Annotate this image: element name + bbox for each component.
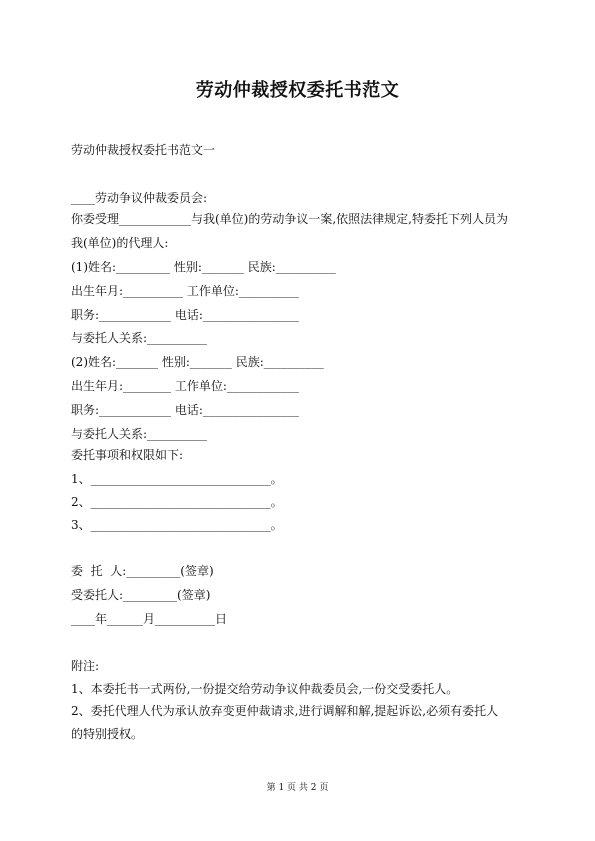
principal-signature-line: 委 托 人:_________(签章) <box>71 564 214 578</box>
addressee-line: ____劳动争议仲裁委员会: <box>71 191 208 205</box>
authority-item-1: 1、______________________________。 <box>71 472 283 486</box>
note-2: 2、委托代理人代为承认放弃变更仲裁请求,进行调解和解,提起诉讼,必须有委托人 <box>71 704 499 718</box>
body-line-2: 我(单位)的代理人: <box>71 236 169 250</box>
page-footer: 第 1 页 共 2 页 <box>266 783 329 793</box>
agent1-birth-line: 出生年月:__________ 工作单位:__________ <box>71 284 299 298</box>
note-2-continued: 的特别授权。 <box>71 727 144 741</box>
document-subtitle: 劳动仲裁授权委托书范文一 <box>71 143 216 157</box>
agent2-name-line: (2)姓名:_______ 性别:_______ 民族:__________ <box>71 355 324 369</box>
agent2-birth-line: 出生年月:________ 工作单位:____________ <box>71 379 299 393</box>
body-line-1: 你委受理____________与我(单位)的劳动争议一案,依照法律规定,特委托下列人员为 <box>71 212 508 226</box>
authority-heading: 委托事项和权限如下: <box>71 448 184 462</box>
agent-signature-line: 受委托人:_________(签章) <box>71 588 211 602</box>
agent2-relation-line: 与委托人关系:__________ <box>71 427 208 441</box>
document-title: 劳动仲裁授权委托书范文 <box>195 80 400 101</box>
authority-item-2: 2、______________________________。 <box>71 495 283 509</box>
date-line: ____年______月__________日 <box>71 612 228 626</box>
notes-heading: 附注: <box>71 659 100 673</box>
note-1: 1、本委托书一式两份,一份提交给劳动争议仲裁委员会,一份交受委托人。 <box>71 682 459 696</box>
agent1-relation-line: 与委托人关系:__________ <box>71 331 208 345</box>
agent2-title-line: 职务:____________ 电话:________________ <box>71 403 299 417</box>
agent1-name-line: (1)姓名:_________ 性别:_______ 民族:__________ <box>71 260 336 274</box>
agent1-title-line: 职务:____________ 电话:________________ <box>71 308 299 322</box>
authority-item-3: 3、______________________________。 <box>71 518 283 532</box>
